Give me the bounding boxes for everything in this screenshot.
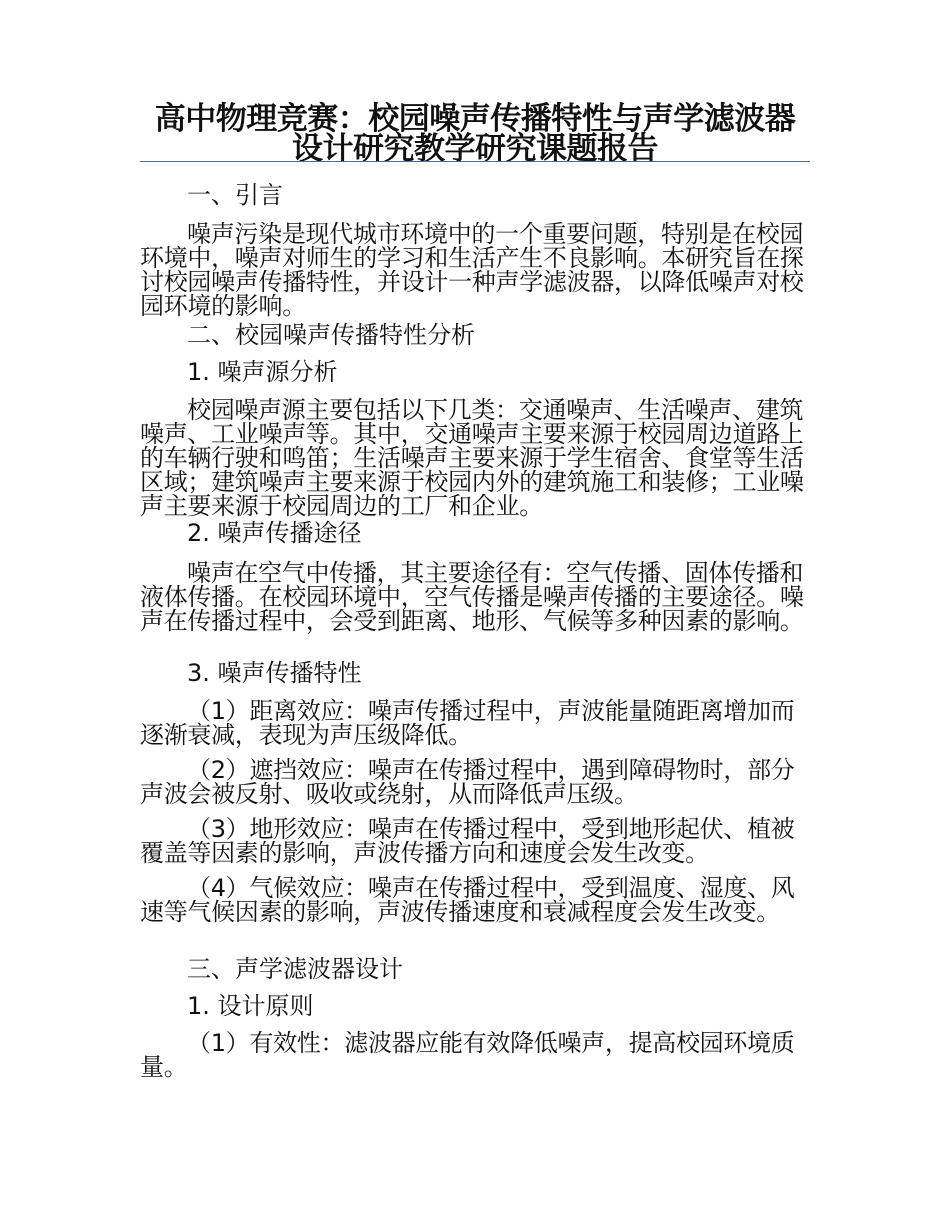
paragraph-shielding-effect: （2）遮挡效应：噪声在传播过程中，遇到障碍物时，部分声波会被反射、吸收或绕射，从而降低声压级。 [140,756,795,808]
section-heading-intro: 一、引言 [187,181,283,209]
paragraph-terrain-effect: （3）地形效应：噪声在传播过程中，受到地形起伏、植被覆盖等因素的影响，声波传播方向和速度会发生改变。 [140,815,795,867]
subsection-heading-characteristics: 3. 噪声传播特性 [187,659,362,687]
paragraph-effectiveness: （1）有效性：滤波器应能有效降低噪声，提高校园环境质量。 [140,1029,795,1081]
paragraph-path: 噪声在空气中传播，其主要途径有：空气传播、固体传播和液体传播。在校园环境中，空气传播是噪声传播的主要途径。噪声在传播过程中，会受到距离、地形、气候等多种因素的影响。 [140,559,804,635]
subsection-heading-path: 2. 噪声传播途径 [187,519,362,547]
document-title: 高中物理竞赛：校园噪声传播特性与声学滤波器设计研究教学研究课题报告 [154,101,796,167]
paragraph-source: 校园噪声源主要包括以下几类：交通噪声、生活噪声、建筑噪声、工业噪声等。其中，交通噪声主要来源于校园周边道路上的车辆行驶和鸣笛；生活噪声主要来源于学生宿舍、食堂等生活区域；建筑噪声主要来源于校园内外的建筑施工和装修；工业噪声主要来源于校园周边的工厂和企业。 [140,396,804,520]
subsection-heading-source: 1. 噪声源分析 [187,358,338,386]
section-heading-design: 三、声学滤波器设计 [187,955,403,983]
paragraph-climate-effect: （4）气候效应：噪声在传播过程中，受到温度、湿度、风速等气候因素的影响，声波传播速度和衰减程度会发生改变。 [140,874,795,926]
section-heading-analysis: 二、校园噪声传播特性分析 [187,321,475,349]
title-divider [140,161,810,162]
paragraph-distance-effect: （1）距离效应：噪声传播过程中，声波能量随距离增加而逐渐衰减，表现为声压级降低。 [140,697,795,749]
paragraph-intro: 噪声污染是现代城市环境中的一个重要问题，特别是在校园环境中，噪声对师生的学习和生活产生不良影响。本研究旨在探讨校园噪声传播特性，并设计一种声学滤波器，以降低噪声对校园环境的影响。 [140,220,804,320]
subsection-heading-principle: 1. 设计原则 [187,992,314,1020]
